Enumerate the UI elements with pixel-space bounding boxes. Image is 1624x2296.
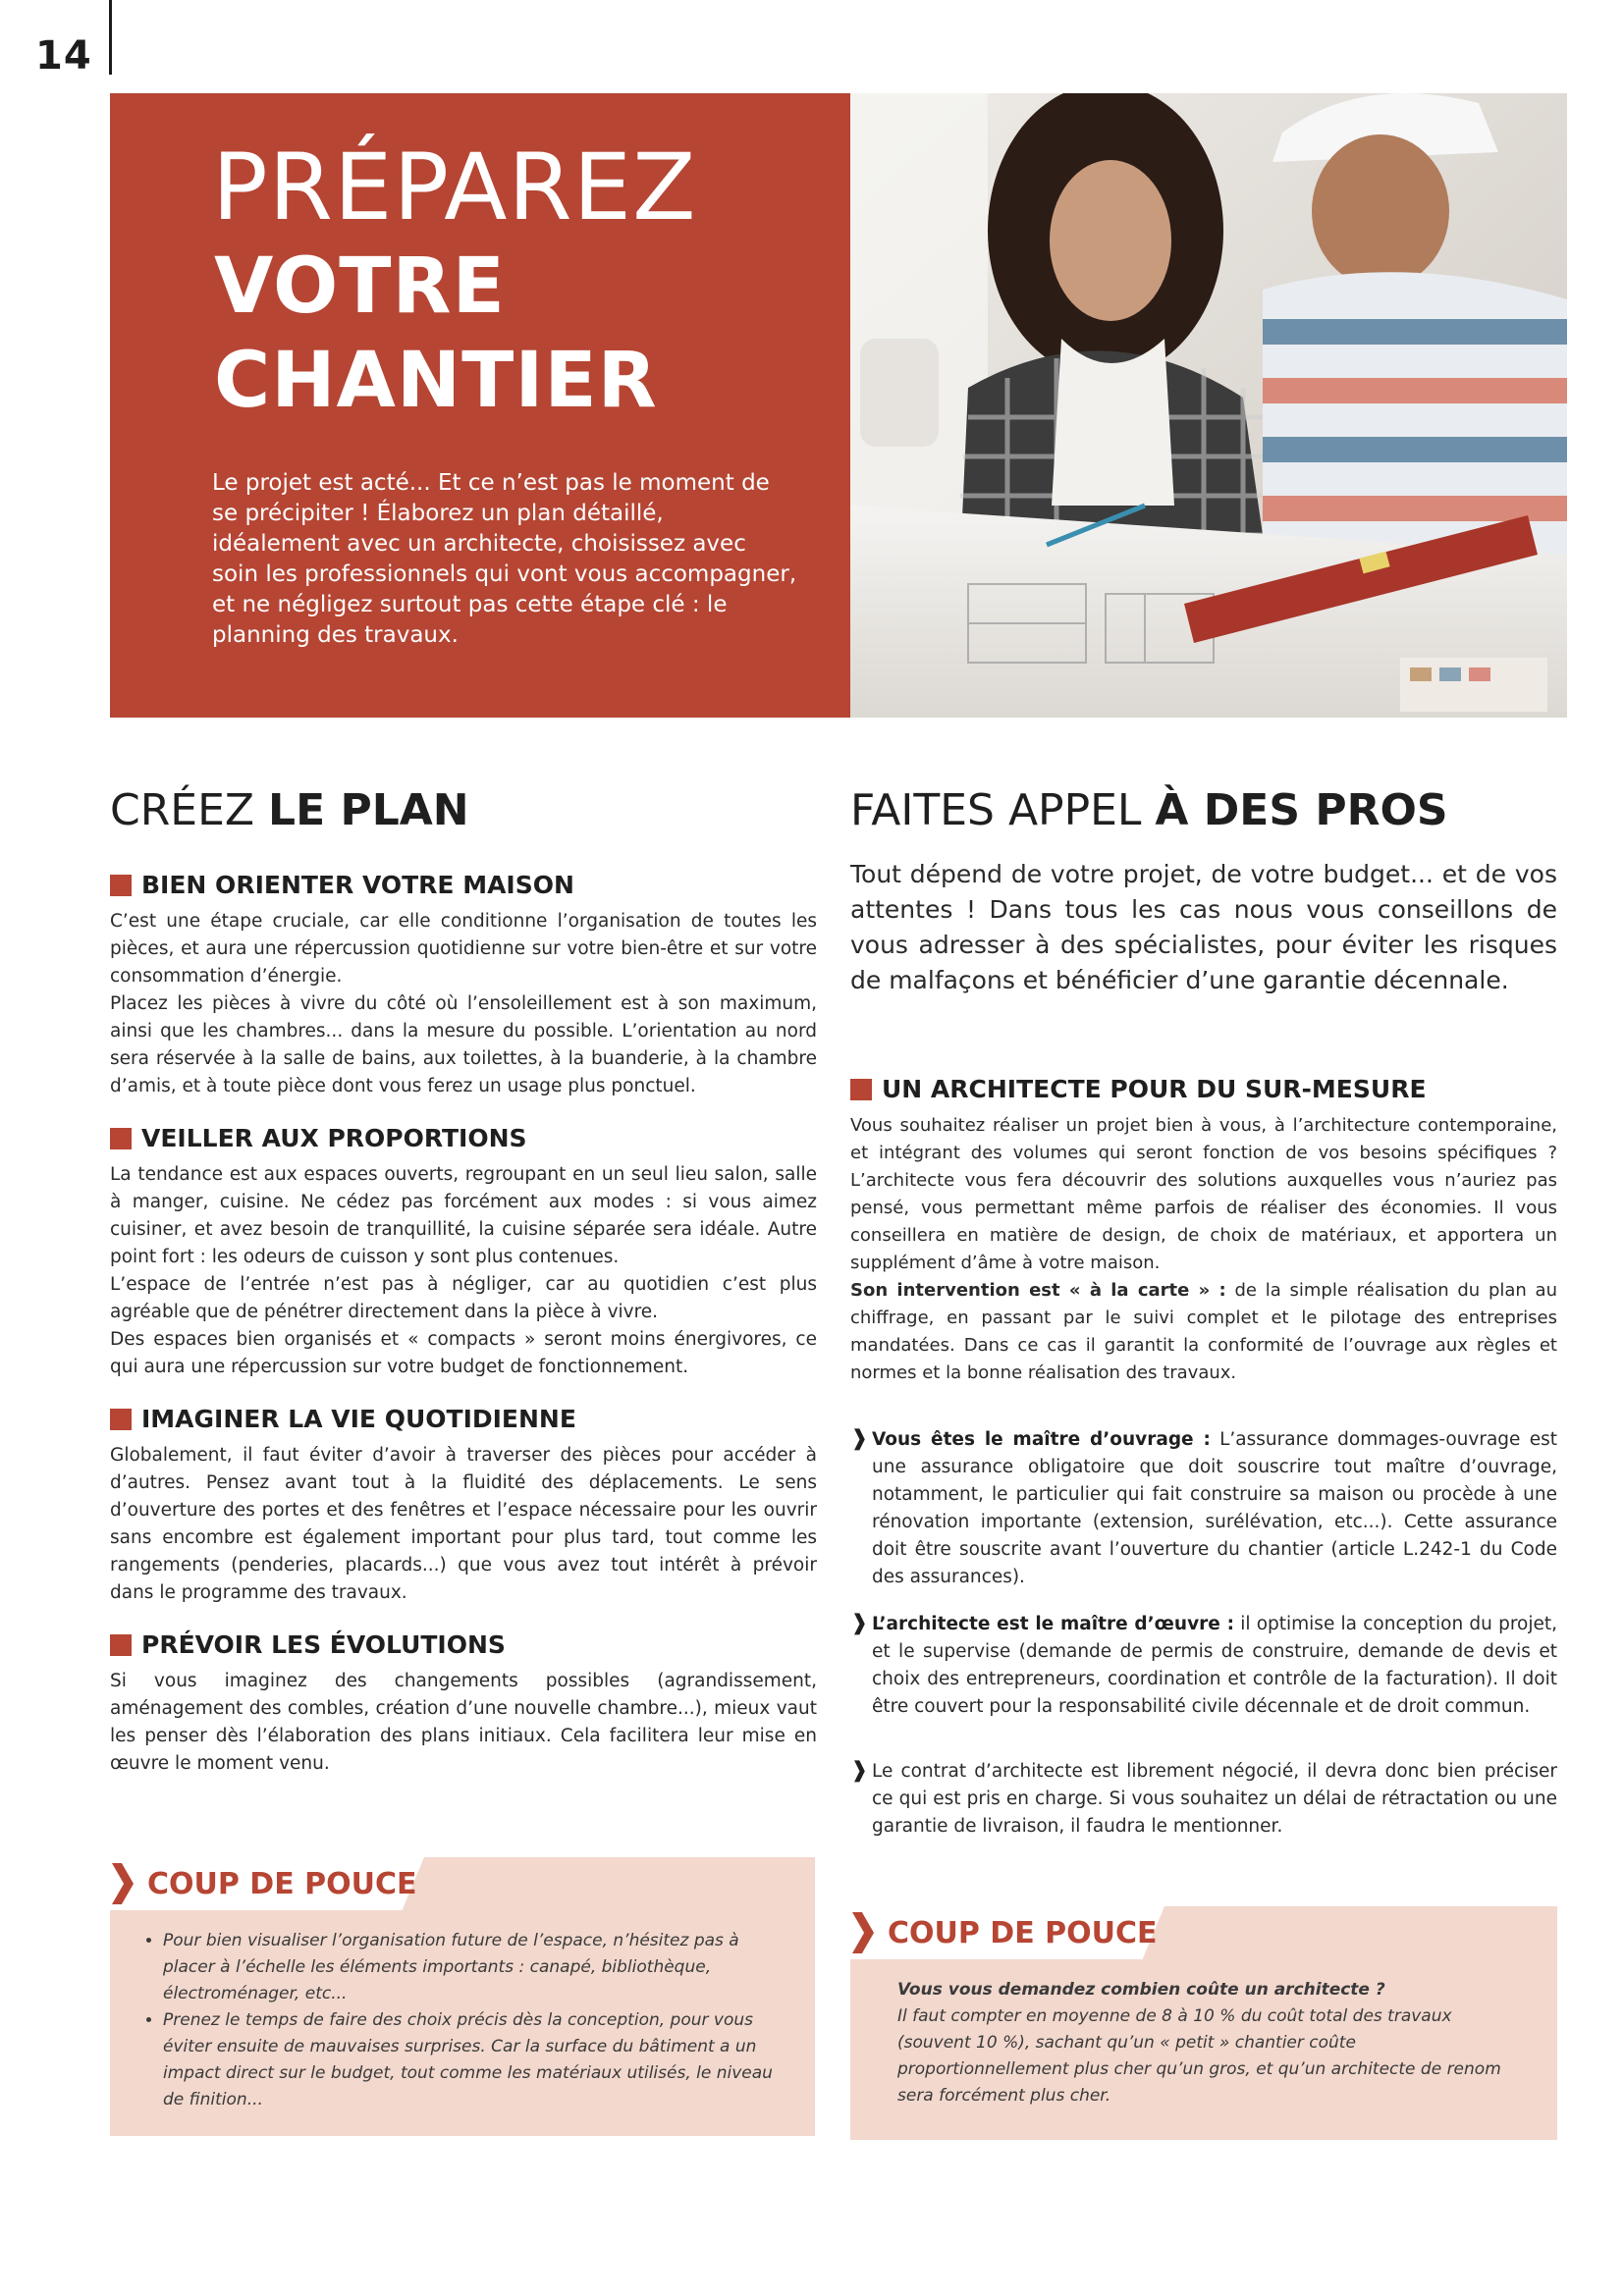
left-subheading-3-text: IMAGINER LA VIE QUOTIDIENNE: [141, 1405, 576, 1433]
right-heading-bold: À DES PROS: [1155, 785, 1448, 835]
left-section-4-body: [110, 1668, 817, 1778]
paragraph: Placez les pièces à vivre du côté où l’ensoleillement est à son maximum, ainsi que les chambres... dans la mesure du possible. L’orientation au nord sera réservée à la salle de bains, aux toilettes, à la buanderie, à la chambre d’amis, et à toute pièce dont vous ferez un usage plus ponctuel.: [110, 993, 817, 1096]
left-tip-box: [110, 1857, 815, 2136]
paragraph: L’espace de l’entrée n’est pas à négliger, car au quotidien c’est plus agréable que de pénétrer directement dans la pièce à vivre.: [110, 1274, 817, 1322]
left-tip-text: [145, 1928, 774, 2113]
hero-photo-illustration: [850, 93, 1567, 718]
right-tip-answer: Il faut compter en moyenne de 8 à 10 % du coût total des travaux (souvent 10 %), sachant qu’un « petit » chantier coûte proportionnellement plus cher qu’un gros, et qu’un architecte de renom sera forcément plus cher.: [897, 2006, 1501, 2106]
hero-intro: Le projet est acté... Et ce n’est pas le moment de se précipiter ! Élaborez un plan détaillé, idéalement avec un architecte, choisissez avec soin les professionnels qui vont vous accompagner, et ne négligez surtout pas cette étape clé : le planning des travaux.: [212, 470, 797, 648]
square-bullet-icon: [110, 875, 132, 896]
paragraph: Globalement, il faut éviter d’avoir à traverser des pièces pour accéder à d’autres. Pensez avant tout à la fluidité des déplacements. Le sens d’ouverture des portes et des fenêtres et l’espace nécessaire pour les ouvrir sans encombre est également important pour plus tard, tout comme les rangements (penderies, placards...) que vous avez tout intérêt à prévoir dans le programme des travaux.: [110, 1445, 817, 1603]
right-bullet-3-text: Le contrat d’architecte est librement négocié, il devra donc bien préciser ce qui est pris en charge. Si vous souhaitez un délai de rétractation ou une garantie de livraison, il faudra le mentionner.: [872, 1761, 1557, 1837]
paragraph: La tendance est aux espaces ouverts, regroupant en un seul lieu salon, salle à manger, cuisine. Ne cédez pas forcément aux modes : si vous aimez cuisiner, et avez besoin de tranquillité, la cuisine séparée sera idéale. Autre point fort : les odeurs de cuisson y sont plus contenues.: [110, 1164, 817, 1267]
hero-title-line3: CHANTIER: [214, 337, 658, 425]
bullet-rest: il optimise la conception du projet, et le supervise (demande de permis de construire, demande de devis et choix des entrepreneurs, coordination et contrôle de la facturation). Il doit être couvert pour la responsabilité civile décennale et de droit commun.: [872, 1614, 1557, 1717]
left-subheading-3: [110, 1405, 576, 1433]
page-number: 14: [35, 33, 92, 79]
right-tip-text: [897, 1977, 1506, 2109]
left-subheading-2: [110, 1124, 527, 1152]
chevron-right-icon: ❱: [850, 1758, 869, 1783]
chevron-right-icon: ❱: [850, 1426, 869, 1451]
square-bullet-icon: [110, 1634, 132, 1656]
right-lead: Tout dépend de votre projet, de votre budget... et de vos attentes ! Dans tous les cas nous vous conseillons de vous adresser à des spécialistes, pour éviter les risques de malfaçons et bénéficier d’une garantie décennale.: [850, 860, 1557, 994]
left-heading-bold: LE PLAN: [268, 785, 469, 835]
paragraph: [850, 1277, 1557, 1387]
hero-title-line1: PRÉPAREZ: [212, 134, 697, 241]
right-subheading-text: UN ARCHITECTE POUR DU SUR-MESURE: [882, 1075, 1427, 1103]
left-subheading-4-text: PRÉVOIR LES ÉVOLUTIONS: [141, 1630, 506, 1659]
page-number-rule: [109, 0, 112, 75]
left-section-2-body: [110, 1161, 817, 1381]
left-subheading-1-text: BIEN ORIENTER VOTRE MAISON: [141, 871, 574, 899]
paragraph: Vous souhaitez réaliser un projet bien à vous, à l’architecture contemporaine, et intégrant des volumes qui seront fonction de vos besoins spécifiques ? L’architecte vous fera découvrir des solutions auxquelles vous n’auriez pas pensé, vous permettant même parfois de réaliser des économies. Il vous conseillera en matière de design, de choix de matériaux, et apportera un supplément d’âme à votre maison.: [850, 1115, 1557, 1273]
paragraph-rest: de la simple réalisation du plan au chiffrage, en passant par le suivi complet et le pilotage des entreprises mandatées. Dans ce cas il garantit la conformité de l’ouvrage aux règles et normes et la bonne réalisation des travaux.: [850, 1280, 1557, 1383]
paragraph: Si vous imaginez des changements possibles (agrandissement, aménagement des combles, création d’une nouvelle chambre...), mieux vaut les penser dès l’élaboration des plans initiaux. Cela facilitera leur mise en œuvre le moment venu.: [110, 1671, 817, 1774]
paragraph: C’est une étape cruciale, car elle conditionne l’organisation de toutes les pièces, et aura une répercussion quotidienne sur votre bien-être et sur votre consommation d’énergie.: [110, 911, 817, 987]
left-tip-bullet: • Pour bien visualiser l’organisation future de l’espace, n’hésitez pas à placer à l’échelle les éléments importants : canapé, bibliothèque, électroménager, etc...: [163, 1928, 774, 2007]
square-bullet-icon: [110, 1409, 132, 1430]
left-subheading-4: [110, 1630, 506, 1659]
hero-panel: [110, 93, 850, 718]
square-bullet-icon: [850, 1079, 872, 1100]
hero-photo: [850, 93, 1567, 718]
right-tip-question-text: Vous vous demandez combien coûte un architecte ?: [897, 1980, 1385, 2000]
right-subheading: [850, 1075, 1427, 1103]
right-tip-question: [897, 1977, 1506, 2003]
left-heading-normal: CRÉEZ: [110, 785, 269, 835]
right-heading: [850, 785, 1448, 835]
left-section-1-body: [110, 908, 817, 1100]
bold-lead-in: Son intervention est « à la carte » :: [850, 1280, 1226, 1301]
left-section-3-body: [110, 1442, 817, 1607]
left-subheading-1: [110, 871, 574, 899]
right-bullet-2-text: [872, 1611, 1557, 1721]
left-tip-bullet: • Prenez le temps de faire des choix précis dès la conception, pour vous éviter ensuite de mauvaises surprises. Car la surface du bâtiment a un impact direct sur le budget, tout comme les matériaux utilisés, le niveau de finition...: [163, 2007, 774, 2113]
bold-lead-in: Vous êtes le maître d’ouvrage :: [872, 1429, 1211, 1450]
bold-lead-in: L’architecte est le maître d’œuvre :: [872, 1614, 1234, 1634]
square-bullet-icon: [110, 1128, 132, 1149]
right-tip-title: COUP DE POUCE: [888, 1916, 1158, 1950]
right-tip-box: [850, 1906, 1557, 2140]
left-tip-title: COUP DE POUCE: [147, 1867, 417, 1901]
bullet-rest: L’assurance dommages-ouvrage est une assurance obligatoire que doit souscrire tout maître d’ouvrage, notamment, le particulier qui fait construire sa maison ou procède à une rénovation importante (extension, surélévation, etc...). Cette assurance doit être souscrite avant l’ouverture du chantier (article L.242-1 du Code des assurances).: [872, 1429, 1557, 1587]
right-bullet-1-text: [872, 1426, 1557, 1591]
right-section-body: [850, 1112, 1557, 1387]
paragraph: Des espaces bien organisés et « compacts » seront moins énergivores, ce qui aura une répercussion sur votre budget de fonctionnement.: [110, 1329, 817, 1377]
right-heading-normal: FAITES APPEL: [850, 785, 1156, 835]
left-heading: [110, 785, 469, 835]
hero-title-line2: VOTRE: [214, 242, 506, 331]
left-subheading-2-text: VEILLER AUX PROPORTIONS: [141, 1124, 527, 1152]
chevron-right-icon: ❱: [850, 1611, 869, 1635]
